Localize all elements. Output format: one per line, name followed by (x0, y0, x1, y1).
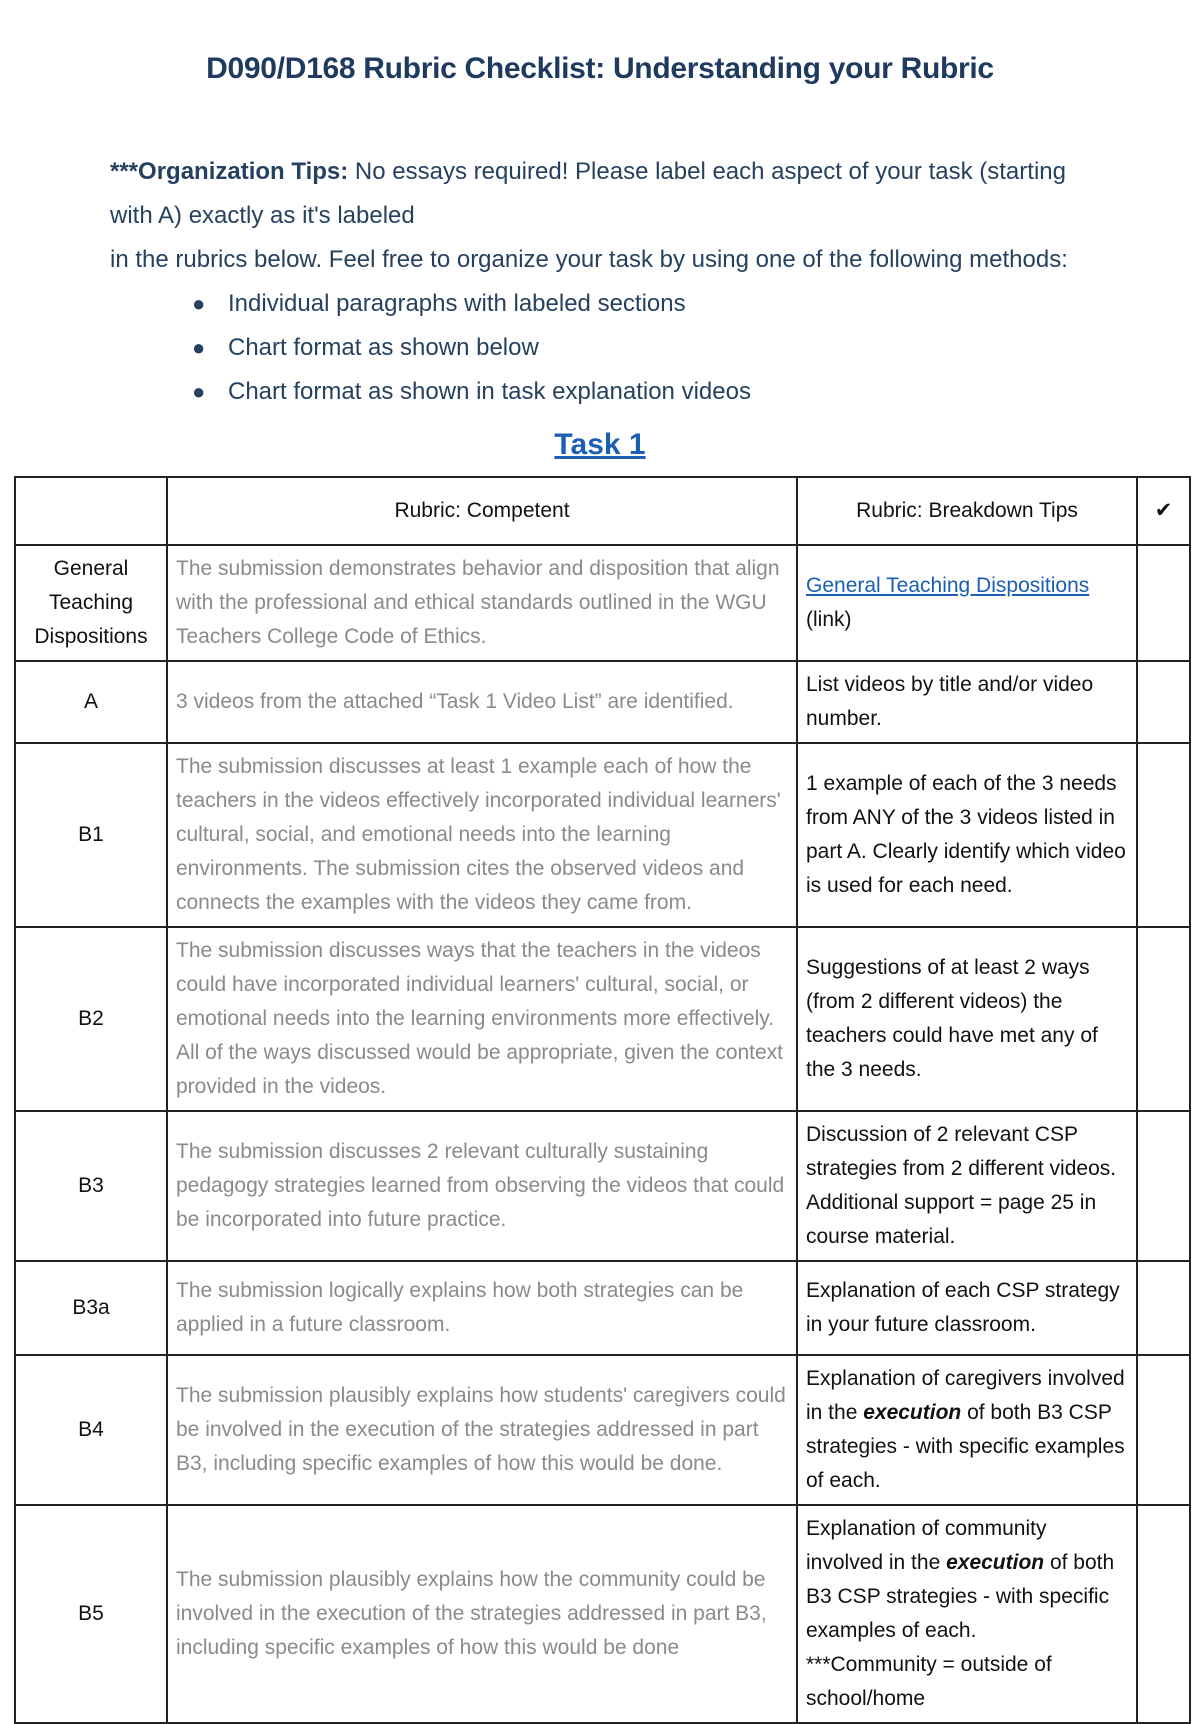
dispositions-link[interactable]: General Teaching Dispositions (806, 574, 1090, 597)
table-row (15, 1111, 1190, 1261)
list-item: ● Individual paragraphs with labeled sections (218, 282, 1110, 326)
row-label: B2 (15, 927, 167, 1111)
header-label (15, 477, 167, 545)
breakdown-tip: Suggestions of at least 2 ways (from 2 different videos) the teachers could have met any of the 3 needs. (797, 927, 1137, 1111)
table-row (15, 743, 1190, 927)
tips-lead: ***Organization Tips: (110, 158, 349, 185)
table-row (15, 1261, 1190, 1355)
row-label: B3a (15, 1261, 167, 1355)
check-cell[interactable] (1137, 927, 1190, 1111)
tips-text-1: No essays required! Please label each aspect of your task (starting with A) exactly as it's labeled (110, 158, 1066, 229)
row-label: B4 (15, 1355, 167, 1505)
check-cell[interactable] (1137, 661, 1190, 743)
row-label: B1 (15, 743, 167, 927)
breakdown-tip: Discussion of 2 relevant CSP strategies from 2 different videos. Additional support = page 25 in course material. (797, 1111, 1137, 1261)
breakdown-tip: 1 example of each of the 3 needs from ANY of the 3 videos listed in part A. Clearly identify which video is used for each need. (797, 743, 1137, 927)
page-title: D090/D168 Rubric Checklist: Understanding your Rubric (206, 52, 994, 85)
table-row (15, 927, 1190, 1111)
tips-list (110, 282, 1110, 414)
breakdown-tip: General Teaching Dispositions (link) (797, 545, 1137, 661)
header-check-icon: ✔ (1137, 477, 1190, 545)
competent-text: The submission logically explains how both strategies can be applied in a future classroom. (167, 1261, 797, 1355)
check-cell[interactable] (1137, 743, 1190, 927)
breakdown-tip: List videos by title and/or video number. (797, 661, 1137, 743)
row-label: A (15, 661, 167, 743)
organization-tips (110, 150, 1110, 414)
breakdown-tip: Explanation of caregivers involved in the execution of both B3 CSP strategies - with specific examples of each. (797, 1355, 1137, 1505)
competent-text: The submission discusses at least 1 example each of how the teachers in the videos effectively incorporated individual learners' cultural, social, and emotional needs into the learning environments. The submission cites the observed videos and connects the examples with the videos they came from. (167, 743, 797, 927)
competent-text: The submission demonstrates behavior and disposition that align with the professional and ethical standards outlined in the WGU Teachers College Code of Ethics. (167, 545, 797, 661)
header-competent: Rubric: Competent (167, 477, 797, 545)
bullet-icon: ● (192, 335, 206, 360)
row-label: B3 (15, 1111, 167, 1261)
breakdown-tip: Explanation of each CSP strategy in your future classroom. (797, 1261, 1137, 1355)
competent-text: The submission discusses 2 relevant culturally sustaining pedagogy strategies learned from observing the videos that could be incorporated into future practice. (167, 1111, 797, 1261)
table-row (15, 1505, 1190, 1723)
task-heading[interactable]: Task 1 (554, 428, 646, 461)
table-row (15, 1355, 1190, 1505)
row-label: General Teaching Dispositions (15, 545, 167, 661)
check-cell[interactable] (1137, 1505, 1190, 1723)
check-cell[interactable] (1137, 1111, 1190, 1261)
table-row (15, 661, 1190, 743)
check-cell[interactable] (1137, 1261, 1190, 1355)
list-item: ● Chart format as shown below (218, 326, 1110, 370)
competent-text: The submission plausibly explains how the community could be involved in the execution of the strategies addressed in part B3, including specific examples of how this would be done (167, 1505, 797, 1723)
breakdown-tip: Explanation of community involved in the execution of both B3 CSP strategies - with specific examples of each. ***Community = outside of school/home (797, 1505, 1137, 1723)
competent-text: The submission plausibly explains how students' caregivers could be involved in the execution of the strategies addressed in part B3, including specific examples of how this would be done. (167, 1355, 797, 1505)
table-header-row (15, 477, 1190, 545)
competent-text: The submission discusses ways that the teachers in the videos could have incorporated individual learners' cultural, social, or emotional needs into the learning environments more effectively. All of the ways discussed would be appropriate, given the context provided in the videos. (167, 927, 797, 1111)
bullet-icon: ● (192, 379, 206, 404)
row-label: B5 (15, 1505, 167, 1723)
tips-paragraph (110, 150, 1110, 282)
community-note: ***Community = outside of school/home (806, 1653, 1052, 1710)
competent-text: 3 videos from the attached “Task 1 Video List” are identified. (167, 661, 797, 743)
bullet-icon: ● (192, 291, 206, 316)
header-breakdown-tips: Rubric: Breakdown Tips (797, 477, 1137, 545)
check-cell[interactable] (1137, 545, 1190, 661)
table-row (15, 545, 1190, 661)
list-item: ● Chart format as shown in task explanation videos (218, 370, 1110, 414)
rubric-table (14, 476, 1191, 1724)
tips-text-2: in the rubrics below. Feel free to organize your task by using one of the following methods: (110, 246, 1068, 273)
check-cell[interactable] (1137, 1355, 1190, 1505)
